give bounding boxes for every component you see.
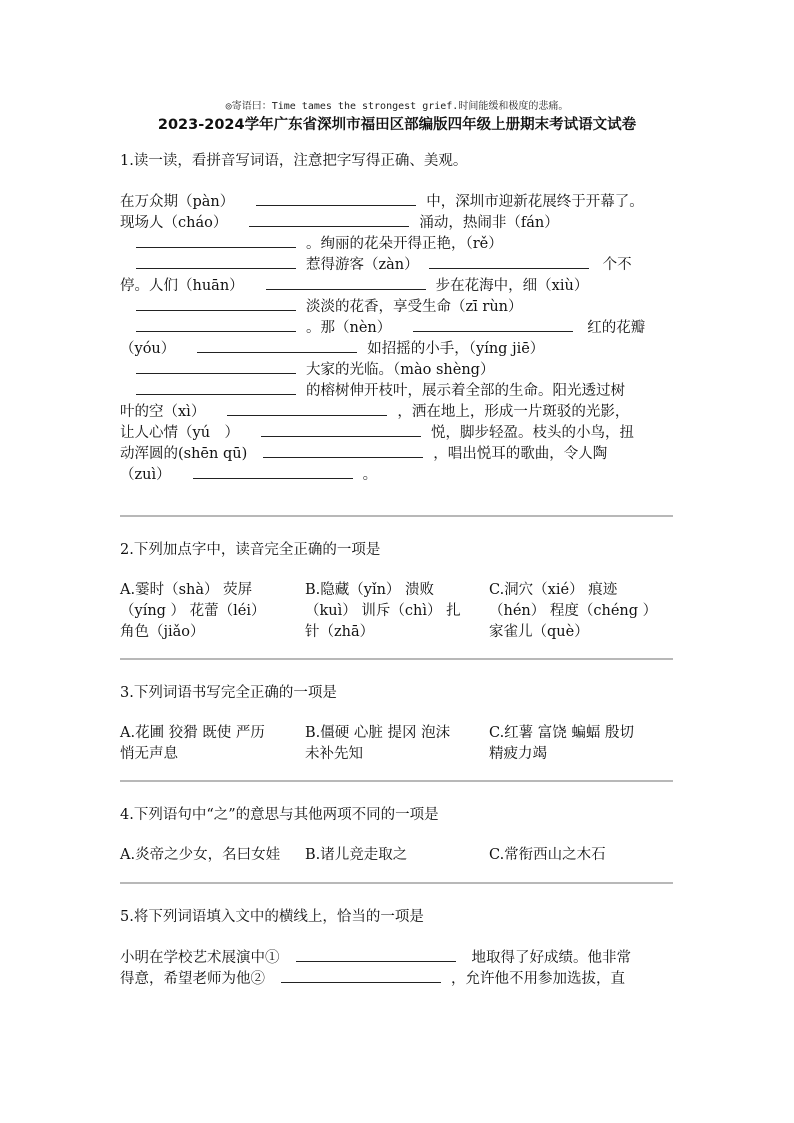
- divider: [120, 780, 673, 782]
- q1-line-6: 淡淡的花香，享受生命（zī rùn）: [120, 295, 523, 316]
- q1-line-1: 在万众期（pàn） 中，深圳市迎新花展终于开幕了。: [120, 190, 644, 211]
- option-c[interactable]: C.常衔西山之木石: [489, 847, 606, 863]
- option-a[interactable]: A.霎时（shà） 荧屏 （yíng ） 花蕾（léi） 角色（jiǎo）: [120, 582, 266, 640]
- answer-blank[interactable]: [136, 232, 296, 248]
- q1-line-12: 让人心情（yú ） 悦，脚步轻盈。枝头的小鸟，扭: [120, 421, 634, 442]
- q5-line-2: 得意，希望老师为他② ，允许他不用参加选拔，直: [120, 967, 625, 988]
- divider: [120, 882, 673, 884]
- option-b[interactable]: B.隐藏（yǐn） 溃败 （kuì） 训斥（chì） 扎 针（zhā）: [305, 582, 461, 640]
- answer-blank[interactable]: [136, 253, 296, 269]
- q1-line-3: 。绚丽的花朵开得正艳，（rě）: [120, 232, 503, 253]
- q1-line-5: 停。人们（huān） 步在花海中，细（xiù）: [120, 274, 588, 295]
- answer-blank[interactable]: [263, 442, 423, 458]
- question-2-text: 2.下列加点字中，读音完全正确的一项是: [120, 542, 381, 558]
- q1-line-9: 大家的光临。（mào shèng）: [120, 358, 494, 379]
- answer-blank[interactable]: [197, 337, 357, 353]
- question-5-text: 5.将下列词语填入文中的横线上，恰当的一项是: [120, 909, 424, 925]
- option-c[interactable]: C.洞穴（xié） 痕迹 （hén） 程度（chéng ） 家雀儿（què）: [489, 582, 658, 640]
- answer-blank[interactable]: [413, 316, 573, 332]
- answer-blank[interactable]: [227, 400, 387, 416]
- divider: [120, 658, 673, 660]
- answer-blank[interactable]: [136, 379, 296, 395]
- q1-line-8: （yóu） 如招摇的小手，（yíng jiē）: [120, 337, 544, 358]
- answer-blank[interactable]: [429, 253, 589, 269]
- q1-line-11: 叶的空（xì） ，洒在地上，形成一片斑驳的光影，: [120, 400, 629, 421]
- q1-line-14: （zuì） 。: [120, 463, 377, 484]
- option-b[interactable]: B.僵硬 心脏 提冈 泡沫 未补先知: [305, 725, 451, 762]
- question-4-text: 4.下列语句中“之”的意思与其他两项不同的一项是: [120, 807, 439, 823]
- question-1-text: 1.读一读，看拼音写词语，注意把字写得正确、美观。: [120, 153, 468, 169]
- question-3-text: 3.下列词语书写完全正确的一项是: [120, 685, 337, 701]
- option-b[interactable]: B.诸儿竞走取之: [305, 847, 408, 863]
- q1-line-13: 动浑圆的(shēn qū) ，唱出悦耳的歌曲，令人陶: [120, 442, 607, 463]
- option-a[interactable]: A.炎帝之少女，名曰女娃: [120, 847, 281, 863]
- motto: ◎寄语曰：Time tames the strongest grief.时间能缓和极度的悲痛。: [225, 101, 569, 112]
- answer-blank[interactable]: [136, 316, 296, 332]
- q1-line-10: 的榕树伸开枝叶，展示着全部的生命。阳光透过树: [120, 379, 625, 400]
- answer-blank[interactable]: [136, 295, 296, 311]
- answer-blank[interactable]: [261, 421, 421, 437]
- q1-line-2: 现场人（cháo） 涌动，热闹非（fán）: [120, 211, 559, 232]
- q1-line-7: 。那（nèn） 红的花瓣: [120, 316, 645, 337]
- option-a[interactable]: A.花圃 狡猾 既使 严历 悄无声息: [120, 725, 265, 762]
- option-c[interactable]: C.红薯 富饶 蝙蝠 殷切 精疲力竭: [489, 725, 635, 762]
- answer-blank[interactable]: [266, 274, 426, 290]
- q5-line-1: 小明在学校艺术展演中① 地取得了好成绩。他非常: [120, 946, 631, 967]
- answer-blank[interactable]: [136, 358, 296, 374]
- answer-blank[interactable]: [193, 463, 353, 479]
- page-title: 2023-2024学年广东省深圳市福田区部编版四年级上册期末考试语文试卷: [157, 117, 637, 133]
- answer-blank[interactable]: [249, 211, 409, 227]
- answer-blank[interactable]: [281, 967, 441, 983]
- answer-blank[interactable]: [296, 946, 456, 962]
- divider: [120, 515, 673, 517]
- answer-blank[interactable]: [256, 190, 416, 206]
- q1-line-4: 惹得游客（zàn） 个不: [120, 253, 632, 274]
